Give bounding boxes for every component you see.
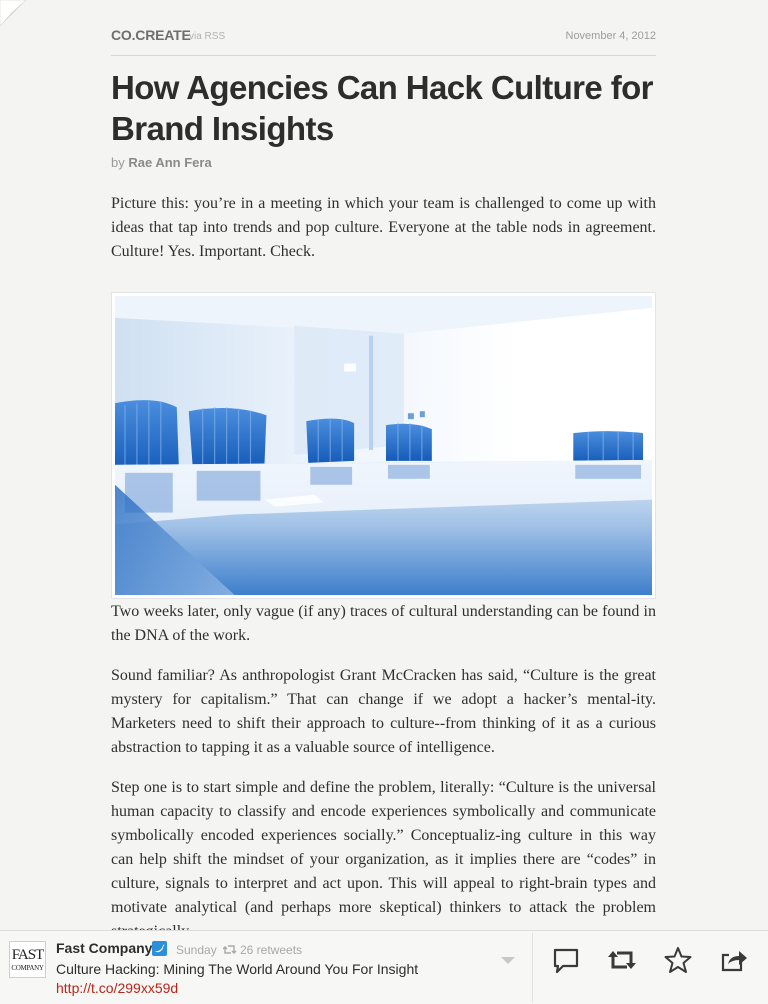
source-label[interactable]: CO.CREATE <box>111 27 191 43</box>
tweet-author[interactable]: Fast Company <box>56 940 153 956</box>
tweet-text <box>56 960 466 998</box>
byline-prefix: by <box>111 155 125 170</box>
tweet-link[interactable]: http://t.co/299xx59d <box>56 980 179 996</box>
retweet-count: 26 retweets <box>240 943 303 957</box>
fast-company-logo[interactable] <box>9 941 46 978</box>
toolbar-divider <box>532 933 533 1003</box>
conference-room-photo <box>115 296 652 595</box>
publish-date: November 4, 2012 <box>565 30 656 42</box>
tweet-time: Sunday <box>176 943 217 957</box>
retweet-icon <box>607 945 637 975</box>
share-icon[interactable] <box>719 945 749 975</box>
caret-down-icon[interactable] <box>500 952 516 962</box>
byline <box>111 155 212 170</box>
comment-icon[interactable] <box>551 945 581 975</box>
article-paragraph: Picture this: you’re in a meeting in which your team is challenged to come up with ideas that tap into trends and pop culture. Everyone at the table nods in agreement. Culture! Yes. Important. Check. <box>111 195 656 260</box>
logo-line-1: FAST <box>11 947 44 963</box>
article-paragraph: Two weeks later, only vague (if any) traces of cultural understanding can be found in the DNA of the work. <box>111 603 656 644</box>
via-label: via RSS <box>189 31 226 42</box>
author-name[interactable]: Rae Ann Fera <box>128 155 212 170</box>
article-image[interactable] <box>111 292 656 599</box>
logo-line-2: COMPANY <box>11 964 44 972</box>
article-paragraph: Step one is to start simple and define the problem, literally: “Culture is the universal human capacity to classify and encode experiences symbolically and communicate symbolically encoded experiences socially.” Conceptualiz-ing culture in this way can help shift the mindset of your organization, as it implies there are “codes” in culture, signals to interpret and act upon. This will appeal to right-brain types and motivate analytical (and perhaps more skeptical) thinkers to attack the problem <box>111 779 656 916</box>
star-icon[interactable] <box>663 945 693 975</box>
article-paragraph: Sound familiar? As anthropologist Grant McCracken has said, “Culture is the great mystery for capitalism.” That can change if we adopt a hacker’s mental-ity. Marketers need to shift their approach to culture--from thinking of it as a curious abstraction to tapping it as a valuable source of intelligence. <box>111 667 656 756</box>
article-meta <box>111 26 656 56</box>
retweet-icon <box>223 943 237 955</box>
article-title: How Agencies Can Hack Culture for Brand Insights <box>111 69 653 147</box>
bottom-toolbar <box>0 930 768 1004</box>
twitter-icon <box>152 941 167 956</box>
retweet-button[interactable] <box>607 945 637 975</box>
page-curl-icon[interactable] <box>0 0 26 26</box>
tweet-body: Culture Hacking: Mining The World Around You For Insight <box>56 961 419 977</box>
